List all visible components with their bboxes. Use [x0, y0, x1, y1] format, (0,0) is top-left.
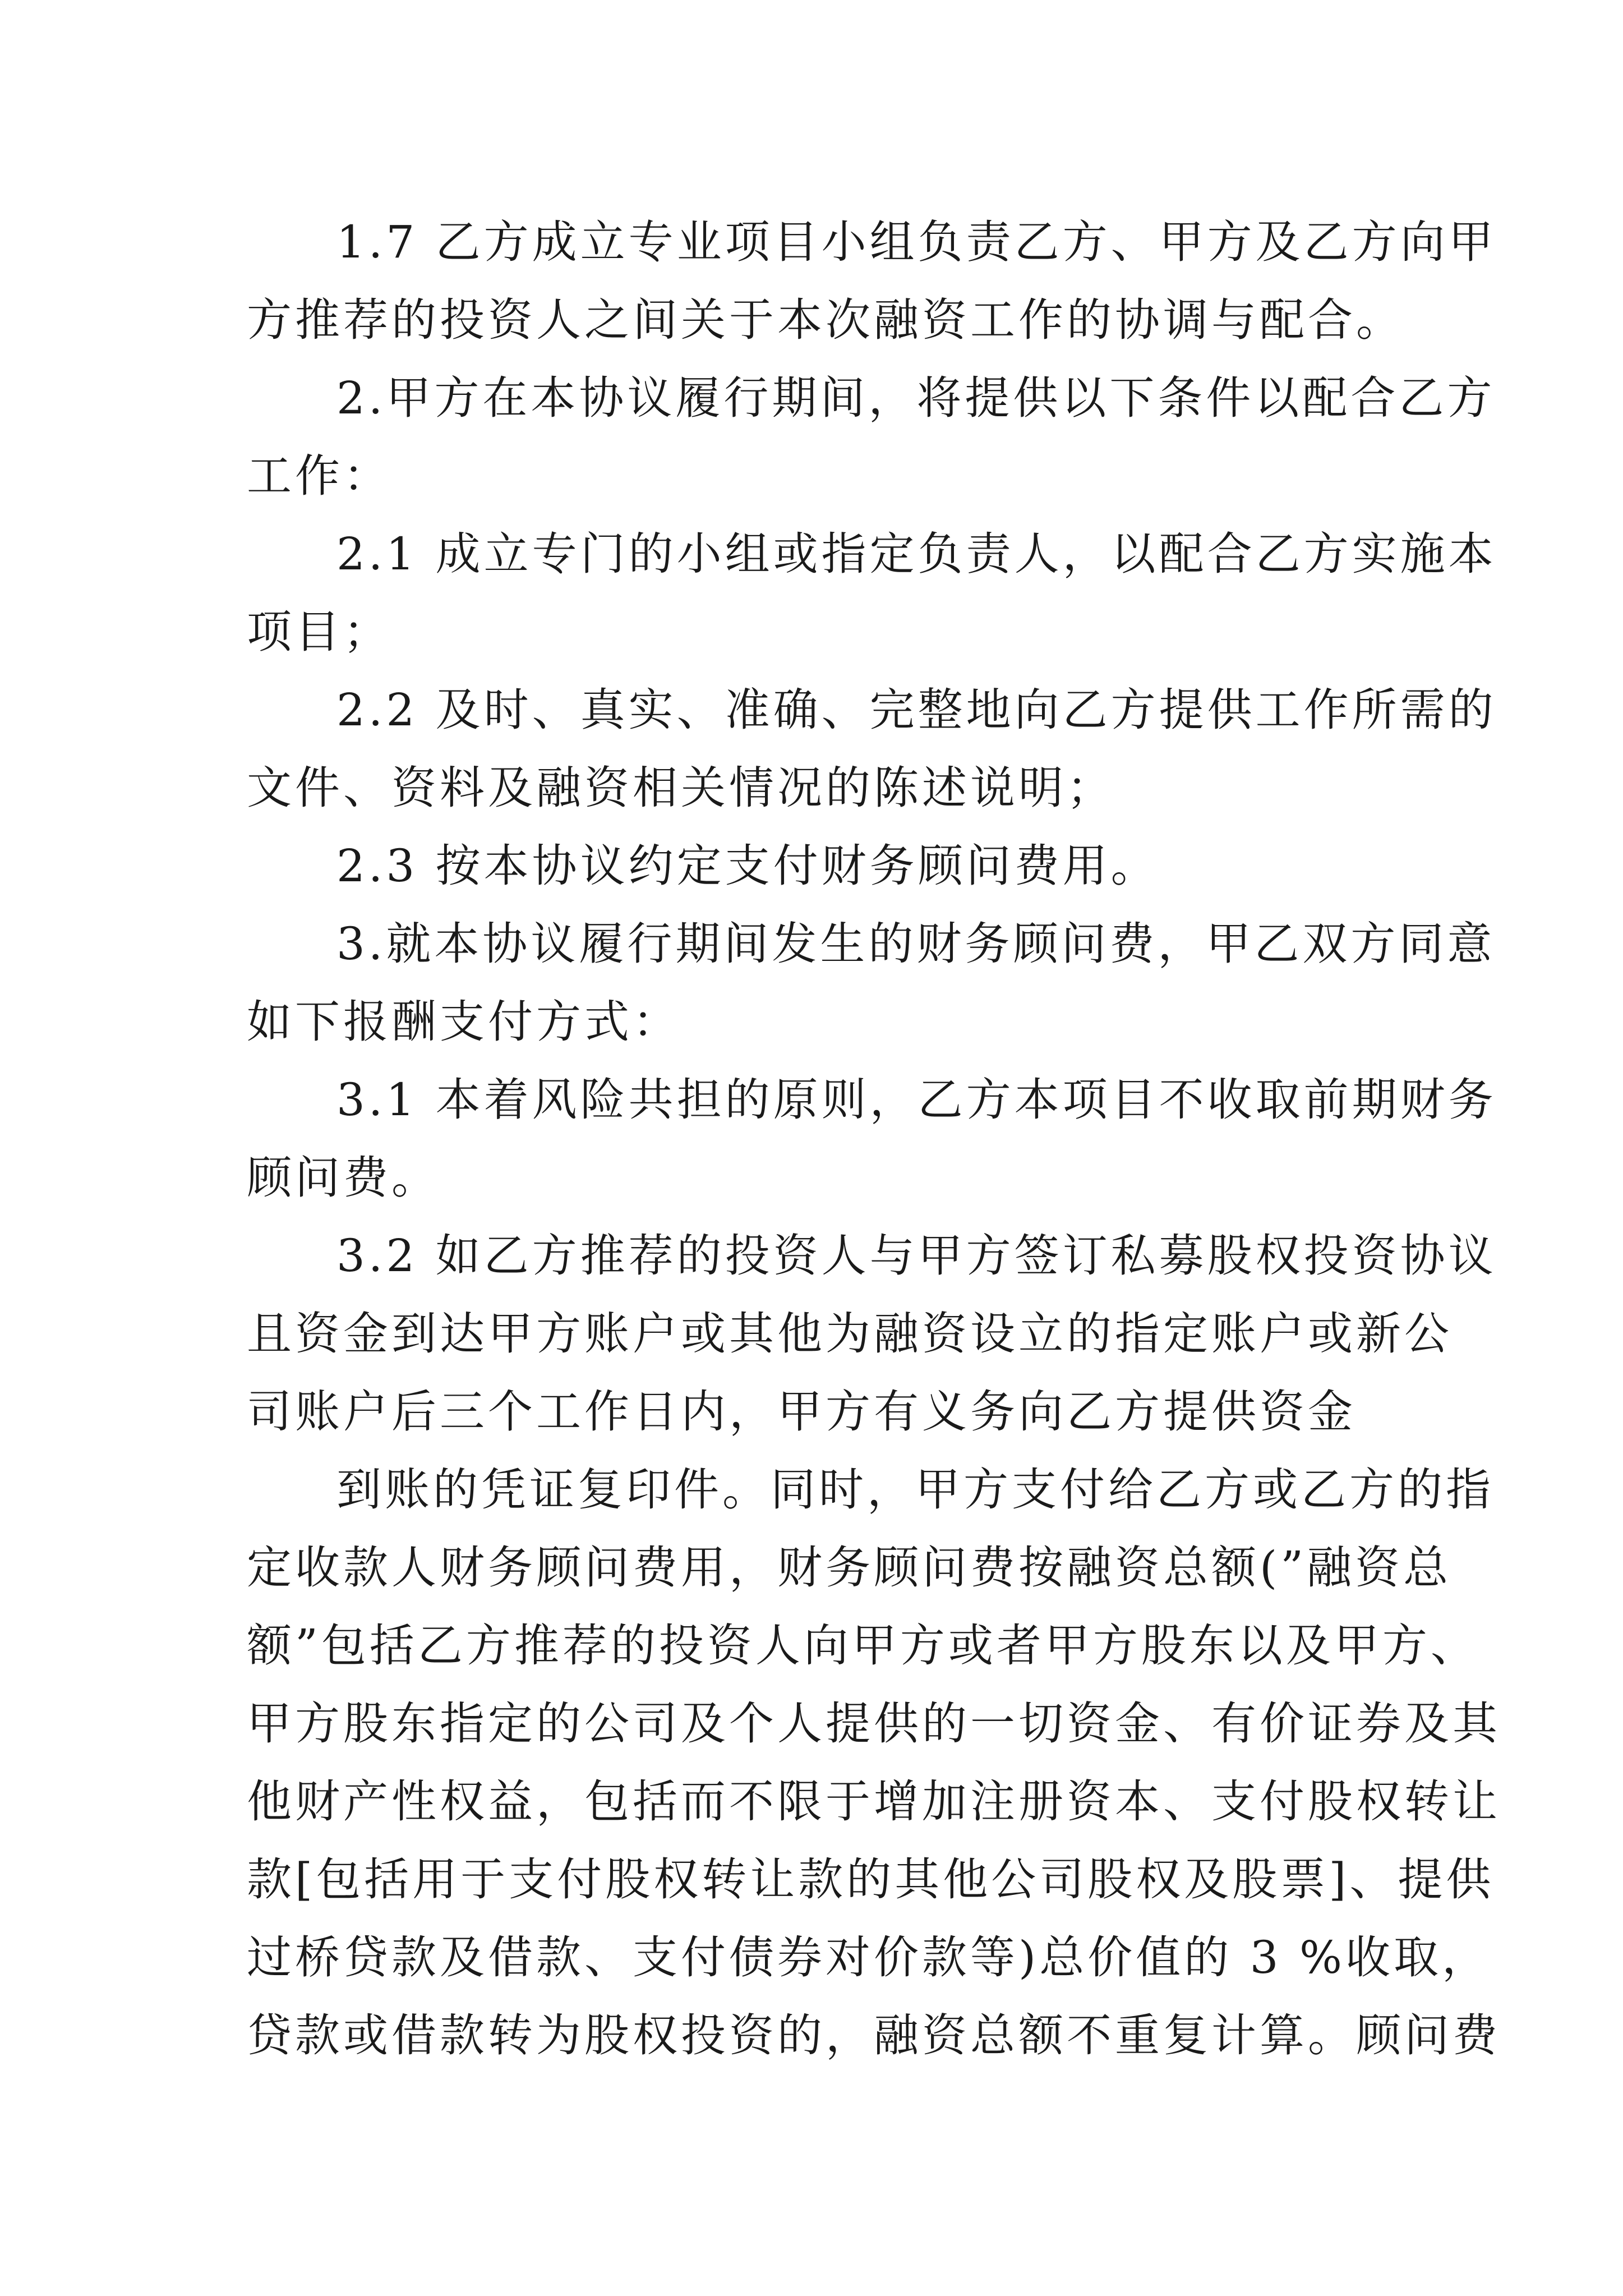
paragraph-line: 工作：: [247, 450, 391, 502]
paragraph-line: 定收款人财务顾问费用，财务顾问费按融资总额(”融资总: [247, 1542, 1452, 1594]
paragraph-line: 到账的凭证复印件。同时，甲方支付给乙方或乙方的指: [336, 1464, 1494, 1516]
body-text: [247, 203, 1501, 2074]
paragraph-line: 贷款或借款转为股权投资的，融资总额不重复计算。顾问费: [247, 2009, 1501, 2062]
paragraph-line: 2.3 按本协议约定支付财务顾问费用。: [336, 840, 1159, 892]
paragraph-line: 3.1 本着风险共担的原则，乙方本项目不收取前期财务: [336, 1074, 1497, 1126]
paragraph-line: 过桥贷款及借款、支付债券对价款等)总价值的 3 %收取，: [247, 1931, 1490, 1984]
paragraph-line: 2.2 及时、真实、准确、完整地向乙方提供工作所需的: [336, 684, 1497, 736]
paragraph-line: 且资金到达甲方账户或其他为融资设立的指定账户或新公: [247, 1308, 1453, 1360]
paragraph-line: 甲方股东指定的公司及个人提供的一切资金、有价证券及其: [247, 1697, 1501, 1750]
paragraph-line: 方推荐的投资人之间关于本次融资工作的协调与配合。: [247, 294, 1404, 346]
paragraph-line: 文件、资料及融资相关情况的陈述说明；: [247, 762, 1115, 814]
paragraph-line: 1.7 乙方成立专业项目小组负责乙方、甲方及乙方向甲: [336, 216, 1497, 268]
paragraph-line: 款[包括用于支付股权转让款的其他公司股权及股票]、提供: [247, 1853, 1495, 1906]
paragraph-line: 额”包括乙方推荐的投资人向甲方或者甲方股东以及甲方、: [247, 1619, 1479, 1672]
paragraph-line: 司账户后三个工作日内，甲方有义务向乙方提供资金: [247, 1386, 1356, 1438]
paragraph-line: 2.甲方在本协议履行期间，将提供以下条件以配合乙方: [336, 372, 1496, 424]
paragraph-line: 3.就本协议履行期间发生的财务顾问费，甲乙双方同意: [336, 918, 1496, 970]
paragraph-line: 他财产性权益，包括而不限于增加注册资本、支付股权转让: [247, 1775, 1501, 1828]
paragraph-line: 2.1 成立专门的小组或指定负责人，以配合乙方实施本: [336, 528, 1497, 580]
paragraph-line: 顾问费。: [247, 1152, 440, 1204]
paragraph-line: 项目；: [247, 606, 391, 658]
paragraph-line: 如下报酬支付方式：: [247, 996, 681, 1048]
paragraph-line: 3.2 如乙方推荐的投资人与甲方签订私募股权投资协议: [336, 1230, 1497, 1282]
